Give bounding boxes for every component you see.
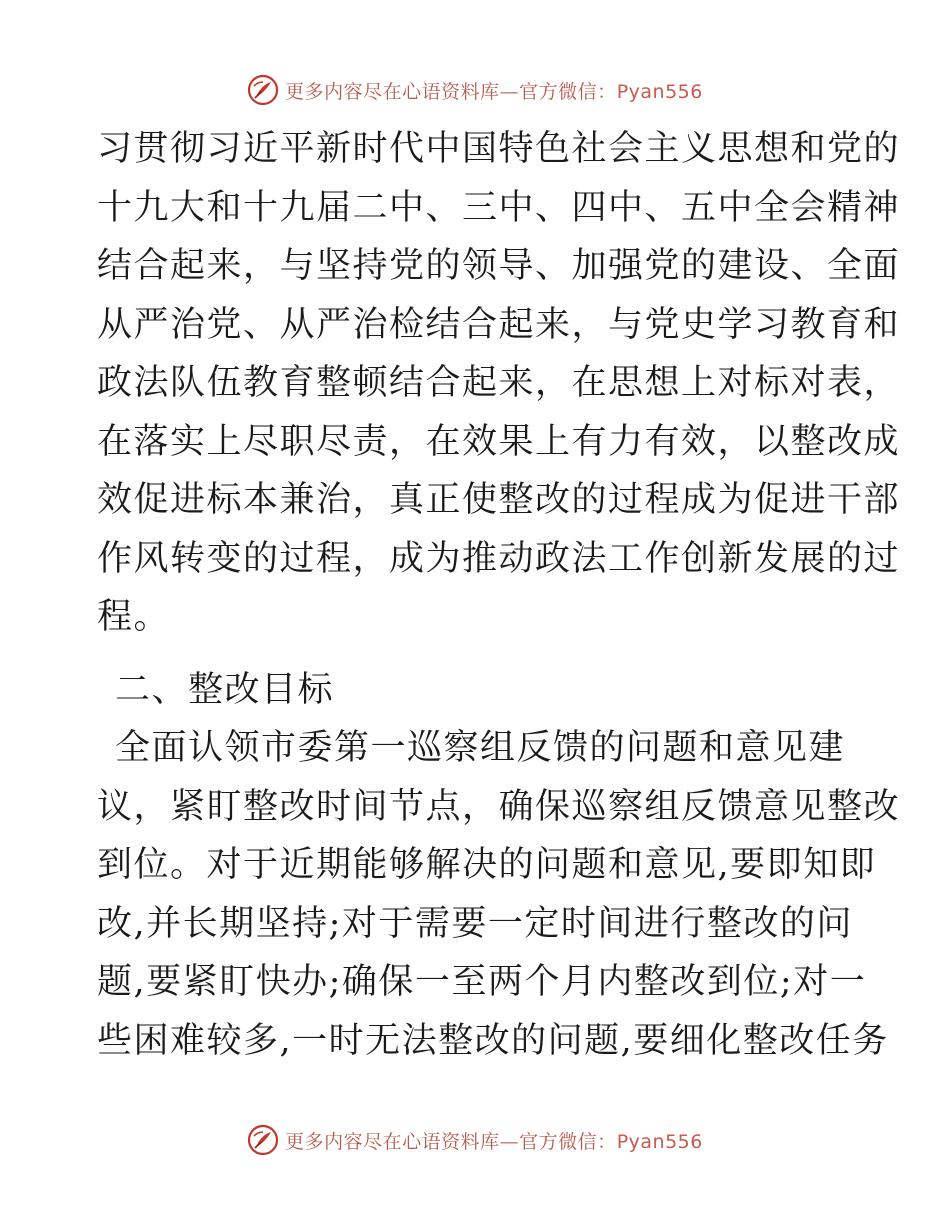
paragraph-2 [97, 719, 901, 1070]
text-line: 政法队伍教育整顿结合起来，在思想上对标对表， [97, 363, 901, 403]
text-line: 改,并长期坚持;对于需要一定时间进行整改的问 [97, 903, 853, 944]
document-body [97, 120, 901, 1070]
text-line: 在落实上尽职尽责，在效果上有力有效，以整改成 [97, 421, 901, 462]
watermark-label: 官方微信： [519, 1130, 617, 1153]
watermark-dash: — [499, 80, 520, 103]
text-line: 结合起来，与坚持党的领导、加强党的建设、全面 [97, 246, 901, 286]
footer-watermark [0, 1120, 950, 1160]
feather-pen-logo-icon [247, 74, 279, 106]
text-line: 些困难较多,一时无法整改的问题,要细化整改任务 [97, 1020, 889, 1061]
watermark-slogan: 更多内容尽在心语资料库 [285, 80, 500, 103]
watermark-slogan: 更多内容尽在心语资料库 [285, 1130, 500, 1153]
text-line: 议，紧盯整改时间节点，确保巡察组反馈意见整改 [97, 786, 901, 827]
text-line: 程。 [97, 597, 171, 637]
watermark-text [285, 1127, 703, 1154]
section-heading: 二、整改目标 [115, 669, 335, 710]
text-line: 到位。对于近期能够解决的问题和意见,要即知即 [97, 845, 877, 885]
text-line: 效促进标本兼治，真正使整改的过程成为促进干部 [97, 480, 901, 520]
text-line: 全面认领市委第一巡察组反馈的问题和意见建 [115, 728, 846, 768]
text-line: 十九大和十九届二中、三中、四中、五中全会精神 [97, 187, 901, 228]
feather-pen-logo-icon [247, 1124, 279, 1156]
text-line: 习贯彻习近平新时代中国特色社会主义思想和党的 [97, 129, 901, 169]
watermark-dash: — [499, 1130, 520, 1153]
watermark-text [285, 77, 703, 104]
watermark-handle: Pyan556 [616, 1130, 703, 1153]
text-line: 题,要紧盯快办;确保一至两个月内整改到位;对一 [97, 962, 867, 1002]
text-line: 作风转变的过程，成为推动政法工作创新发展的过 [97, 538, 901, 579]
text-line: 从严治党、从严治检结合起来，与党史学习教育和 [97, 304, 901, 345]
header-watermark [0, 70, 950, 110]
paragraph-1 [97, 120, 901, 647]
watermark-handle: Pyan556 [616, 80, 703, 103]
watermark-label: 官方微信： [519, 80, 617, 103]
